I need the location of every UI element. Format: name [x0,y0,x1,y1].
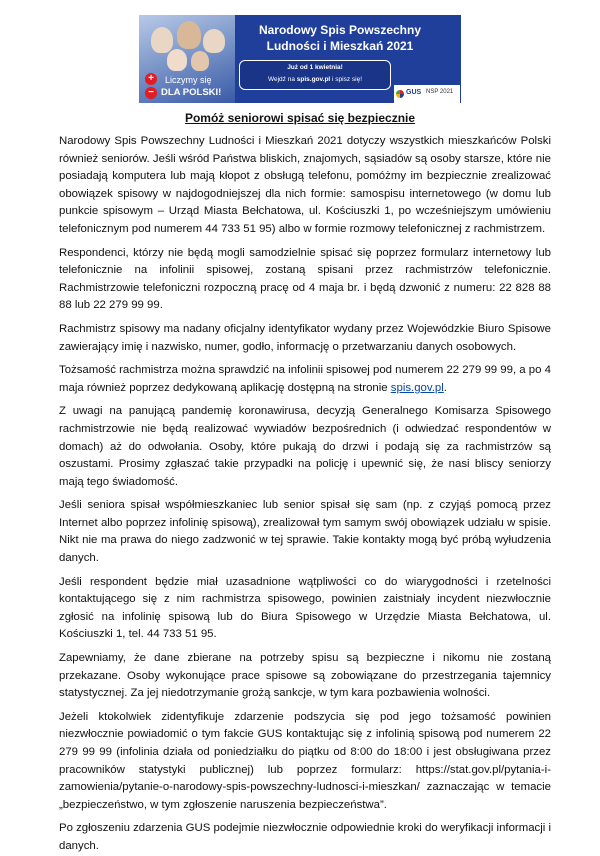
nsp-label: NSP 2021 [426,89,454,95]
page-title: Pomóż seniorowi spisać się bezpiecznie [184,111,416,125]
paragraph: Po zgłoszeniu zdarzenia GUS podejmie niezwłocznie odpowiednie kroki do weryfikacji informacji i danych. [59,822,551,852]
person-figure [191,51,209,71]
document-body [59,133,551,856]
callout-link[interactable]: spis.gov.pl [296,76,331,83]
paragraph: Zapewniamy, że dane zbierane na potrzeby spisu są bezpieczne i nikomu nie zostaną przekazane. Osoby wykonujące prace spisowe są zobowiązane do przestrzegania tajemnicy statystycznej. Za jej niedotrzymanie grożą sankcje, w tym kara pozbawienia wolności. [59,652,551,700]
banner-callout [239,60,391,90]
paragraph: Z uwagi na panującą pandemię koronawirusa, decyzją Generalnego Komisarza Spisowego rachmistrzowie nie będą realizować wywiadów bezpośrednich (i odwiedzać respondentów w domach) aż do odwołania. Osoby, które pukają do drzwi i podają się za rachmistrzów są oszustami. Prosimy zgłaszać takie przypadki na policję i upewnić się, że nasi bliscy seniorzy mają tego świadomość. [59,405,551,488]
gus-logo [394,85,460,103]
banner-title [245,22,435,54]
spis-gov-link[interactable]: spis.gov.pl [390,381,444,394]
banner-tagline: Liczymy się [165,75,212,85]
callout-text [240,76,390,83]
callout-headline: Już od 1 kwietnia! [287,64,343,71]
banner-tagline-bold: DLA POLSKI! [161,87,222,98]
paragraph [59,362,551,397]
paragraph: Respondenci, którzy nie będą mogli samodzielnie spisać się poprzez formularz internetowy lub telefonicznie na infolinii spisowej, zostaną spisani przez rachmistrzów telefonicznie. Rachmistrzowie telefoniczni rozpoczną pracę od 4 maja br. i będą dzwonić z numeru: 22 828 88 88 lub 22 279 99 99. [59,246,551,312]
banner-title-line: Ludności i Mieszkań 2021 [266,39,414,53]
plus-icon: + [145,73,157,85]
paragraph: Rachmistrz spisowy ma nadany oficjalny identyfikator wydany przez Wojewódzkie Biuro Spisowe zawierający imię i nazwisko, numer, godło, informację o przetwarzaniu danych osobowych. [59,322,551,353]
gus-label: GUS [406,89,422,96]
minus-icon: − [145,87,157,99]
callout-suffix: i spisz się! [330,76,363,83]
callout-prefix: Wejdź na [267,76,297,83]
paragraph: Jeżeli ktokolwiek zidentyfikuje zdarzenie podszycia się pod jego tożsamość powinien niezwłocznie powiadomić o tym fakcie GUS kontaktując się z infolinią spisową pod numerem 22 279 99 99 (infolinia działa od poniedziałku do piątku od 8:00 do 18:00 i jest obsługiwana przez pracowników statystyki publicznej) lub poprzez formularz: https://stat.gov.pl/pytania-i-zamowienia/pytanie-o-narodowy-spis-powszechny-ludnosci-i-mieszkan/ zaznaczając w temacie „bezpieczeństwo, w tym zgłoszenie naruszenia bezpieczeństwa”. [59,710,551,811]
paragraph-text: Tożsamość rachmistrza można sprawdzić na infolinii spisowej pod numerem 22 279 99 99, a po 4 maja również poprzez dedykowaną aplikację dostępną na stronie [59,364,551,394]
gus-logo-icon [396,90,404,98]
math-signs-icon [145,73,161,101]
paragraph-end: . [443,381,447,394]
person-figure [151,27,173,53]
paragraph: Narodowy Spis Powszechny Ludności i Mieszkań 2021 dotyczy wszystkich mieszkańców Polski również seniorów. Jeśli wśród Państwa bliskich, znajomych, sąsiadów są osoby starsze, które nie posiadają komputera lub mają kłopot z obsługą telefonu, pomóżmy im bezpiecznie zrealizować obowiązek spisowy w najdogodniejszej dla nich formie: samospisu internetowego (w domu lub punkcie spisowym – Urząd Miasta Bełchatowa, ul. Kościuszki 1, po wcześniejszym umówieniu telefonicznym pod numerem 44 733 51 95) albo w formie rozmowy telefonicznej z rachmistrzem. [59,135,551,235]
person-figure [167,49,187,71]
paragraph: Jeśli seniora spisał współmieszkaniec lub senior spisał się sam (np. z czyjąś pomocą przez Internet albo poprzez infolinię spisową), zrealizował tym samym swój obowiązek udziału w spisie. Nikt nie ma prawa do niego zadzwonić w tej sprawie. Takie kontakty mogą być próbą wyłudzenia danych. [59,499,551,565]
census-banner [139,15,461,103]
banner-title-line: Narodowy Spis Powszechny [258,23,422,37]
person-figure [203,29,225,53]
paragraph: Jeśli respondent będzie miał uzasadnione wątpliwości co do wiarygodności i rzetelności kontaktującego się z nim rachmistrza spisowego, powinien zaistniały incydent niezwłocznie zgłosić na infolinię spisową lub do Biura Spisowego w Urzędzie Miasta Bełchatowa, ul. Kościuszki 1, tel. 44 733 51 95. [59,575,551,641]
person-figure [177,21,201,49]
